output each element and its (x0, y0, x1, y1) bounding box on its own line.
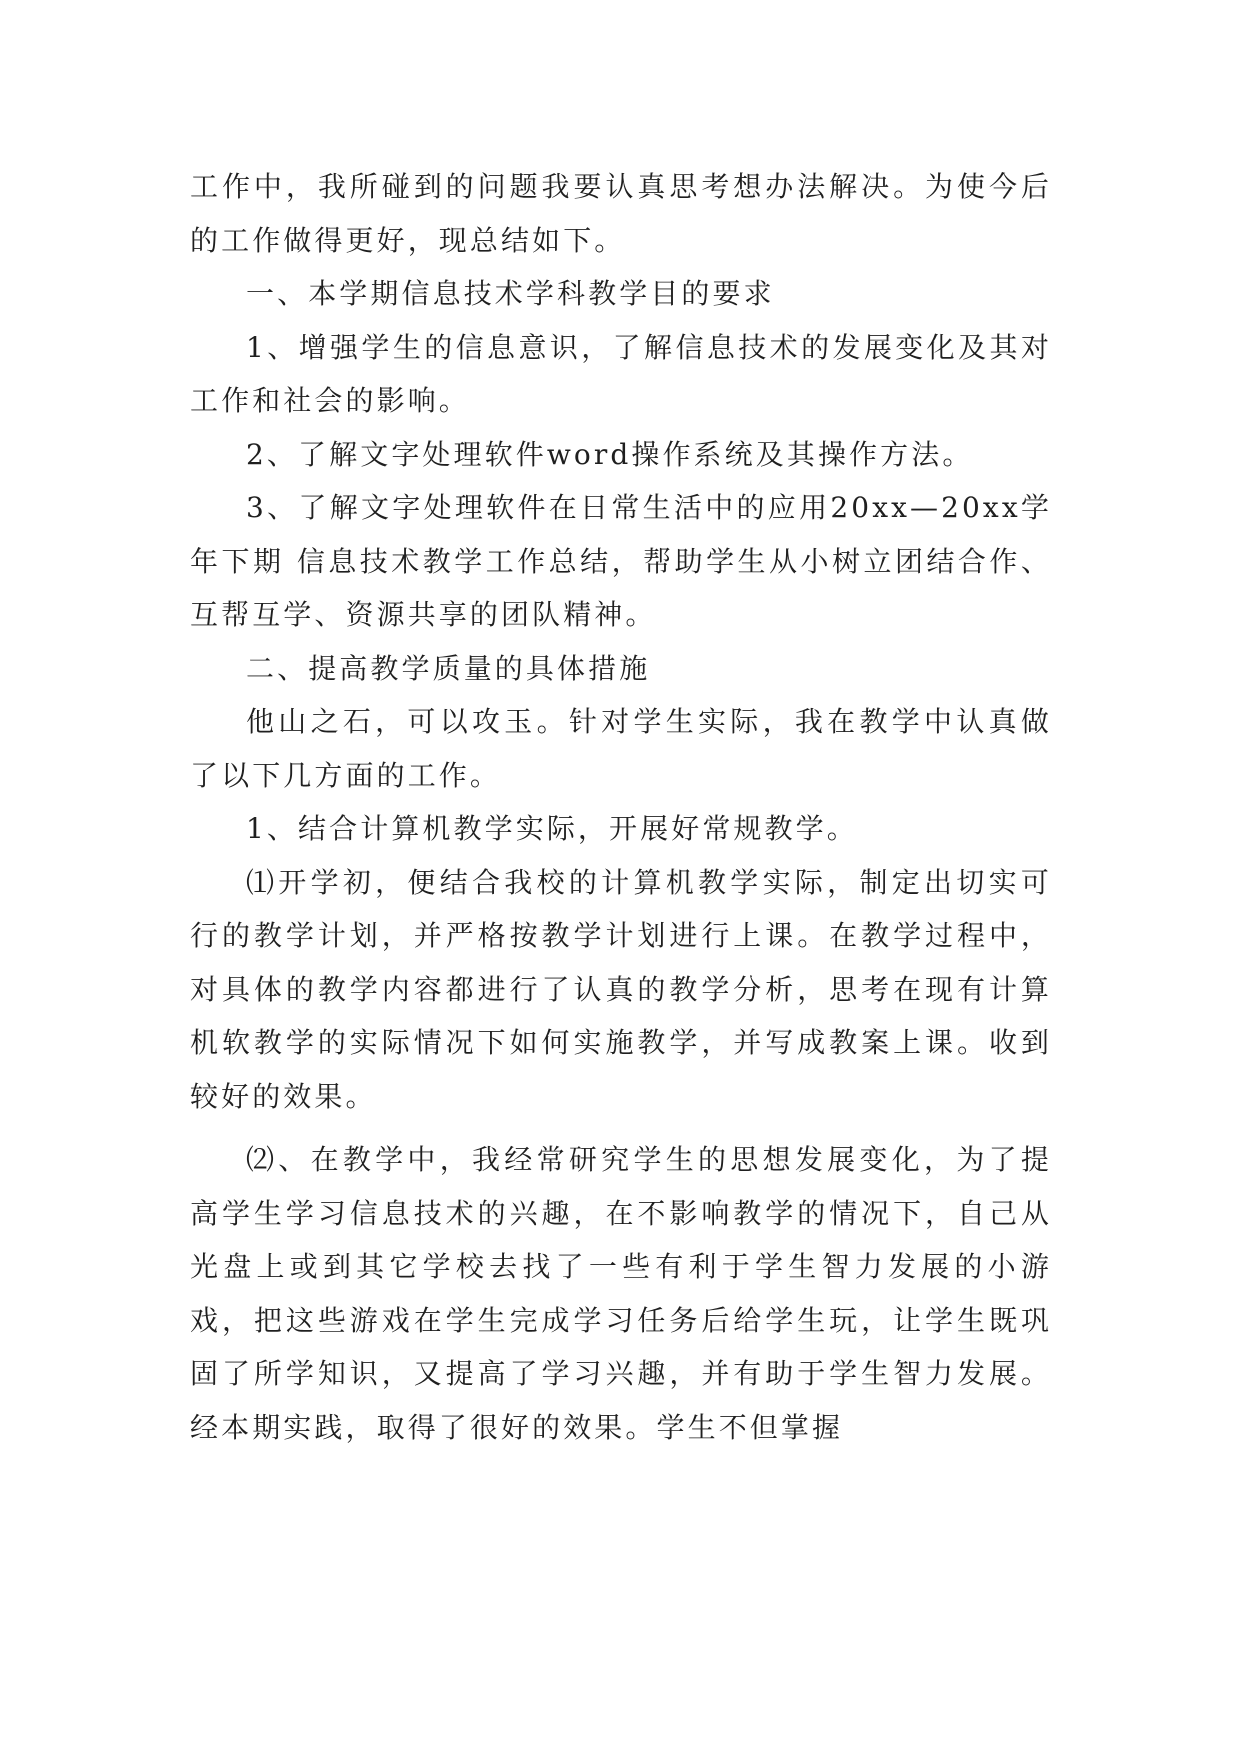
sub-item-1: ⑴开学初，便结合我校的计算机教学实际，制定出切实可行的教学计划，并严格按教学计划进行上课。在教学过程中，对具体的教学内容都进行了认真的教学分析，思考在现有计算机软教学的实际情况下如何实施教学，并写成教案上课。收到较好的效果。 (190, 865, 1052, 1113)
list-item-3: 3、了解文字处理软件在日常生活中的应用20xx—20xx学年下期 信息技术教学工作总结，帮助学生从小树立团结合作、互帮互学、资源共享的团队精神。 (190, 491, 1052, 631)
paragraph-intro: 工作中，我所碰到的问题我要认真思考想办法解决。为使今后的工作做得更好，现总结如下。 (190, 170, 1052, 257)
list-item-2: 2、了解文字处理软件word操作系统及其操作方法。 (246, 437, 974, 471)
list-item-4: 1、结合计算机教学实际，开展好常规教学。 (246, 812, 858, 845)
paragraph-measures: 他山之石，可以攻玉。针对学生实际，我在教学中认真做了以下几方面的工作。 (190, 705, 1052, 792)
list-item-1: 1、增强学生的信息意识，了解信息技术的发展变化及其对工作和社会的影响。 (190, 330, 1052, 417)
document-body (190, 160, 1052, 1454)
section-heading-1: 一、本学期信息技术学科教学目的要求 (246, 277, 775, 310)
section-heading-2: 二、提高教学质量的具体措施 (246, 651, 651, 685)
sub-item-2: ⑵、在教学中，我经常研究学生的思想发展变化，为了提高学生学习信息技术的兴趣，在不影响教学的情况下，自己从光盘上或到其它学校去找了一些有利于学生智力发展的小游戏，把这些游戏在学生完成学习任务后给学生玩，让学生既巩固了所学知识，又提高了学习兴趣，并有助于学生智力发展。经本期实践，取得了很好的效果。学生不但掌握 (190, 1143, 1052, 1444)
